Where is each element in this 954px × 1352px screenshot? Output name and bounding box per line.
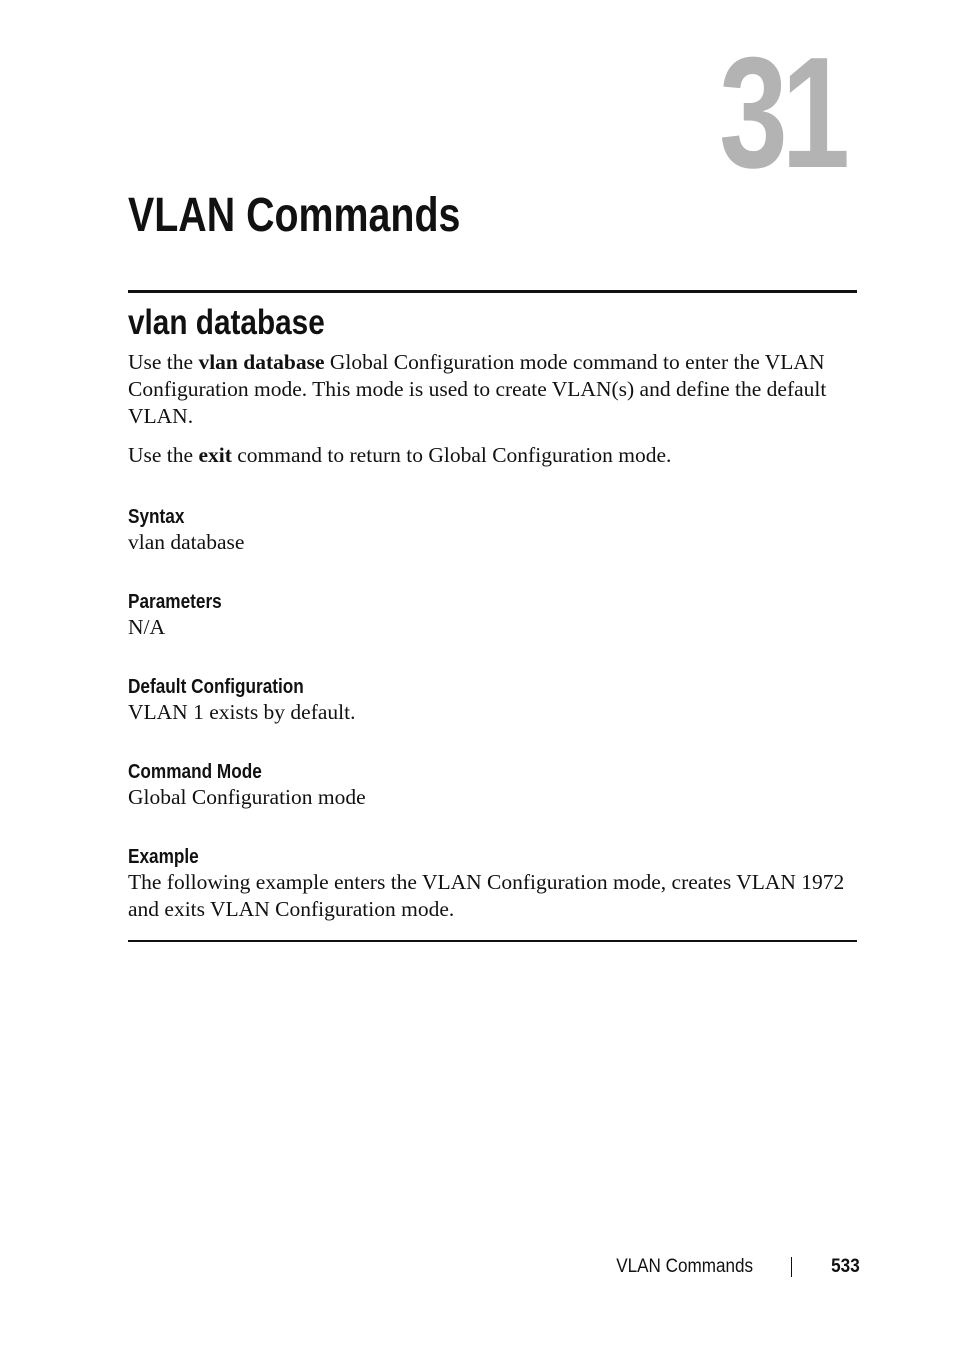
footer-chapter-label: VLAN Commands <box>616 1256 754 1277</box>
syntax-heading: Syntax <box>128 505 185 528</box>
intro-1-pre: Use the <box>128 349 199 374</box>
page-footer <box>601 1255 860 1279</box>
parameters-heading: Parameters <box>128 590 222 613</box>
footer-separator <box>791 1257 792 1277</box>
command-mode-heading: Command Mode <box>128 760 262 783</box>
section-top-rule <box>128 290 857 293</box>
default-configuration-body: VLAN 1 exists by default. <box>128 699 356 724</box>
intro-paragraph-2 <box>128 442 858 469</box>
section-bottom-rule <box>128 940 857 942</box>
intro-1-command: vlan database <box>198 349 325 374</box>
page-number: 533 <box>831 1256 860 1277</box>
section-content <box>128 304 858 923</box>
intro-2-pre: Use the <box>128 442 199 467</box>
example-heading: Example <box>128 845 199 868</box>
parameters-body: N/A <box>128 614 166 639</box>
command-mode-body: Global Configuration mode <box>128 784 366 809</box>
intro-paragraph-1 <box>128 349 858 430</box>
example-body: The following example enters the VLAN Configuration mode, creates VLAN 1972 and exits VLAN Configuration mode. <box>128 869 845 921</box>
chapter-title: VLAN Commands <box>128 189 461 242</box>
intro-2-command: exit <box>198 442 232 467</box>
intro-1-post: Global Configuration mode command to enter the VLAN Configuration mode. This mode is used to create VLAN(s) and define the default VLAN. <box>128 349 827 428</box>
syntax-body: vlan database <box>128 529 245 554</box>
default-configuration-heading: Default Configuration <box>128 675 304 698</box>
chapter-number: 31 <box>719 25 844 201</box>
section-title: vlan database <box>128 303 325 342</box>
intro-2-post: command to return to Global Configuration mode. <box>231 442 672 467</box>
